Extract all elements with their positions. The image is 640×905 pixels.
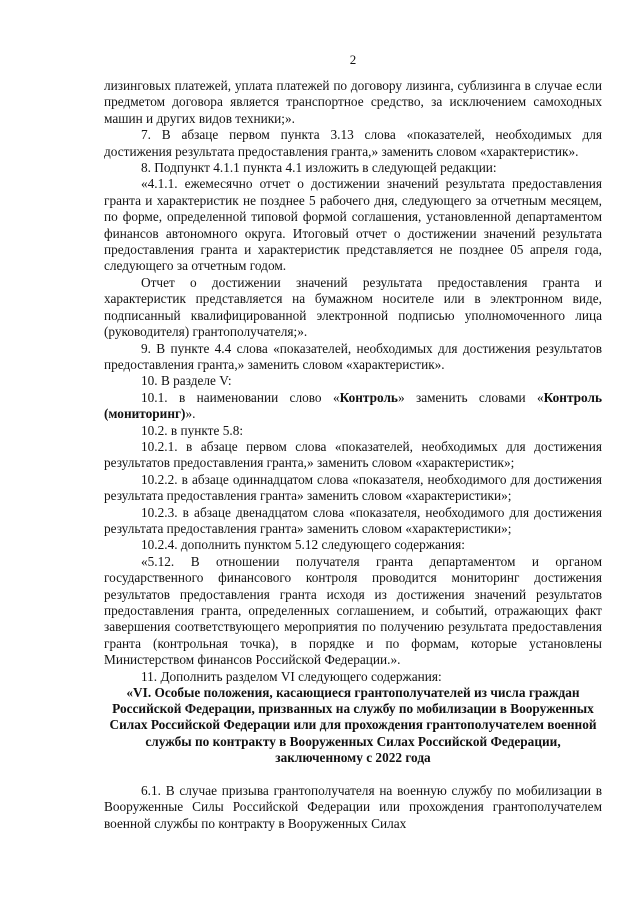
paragraph: 7. В абзаце первом пункта 3.13 слова «показателей, необходимых для достижения результата предоставления гранта,» заменить словом «характеристик». xyxy=(104,127,602,159)
text-run: ». xyxy=(185,406,196,422)
paragraph: лизинговых платежей, уплата платежей по договору лизинга, сублизинга в случае если предметом договора является транспортное средство, за исключением самоходных машин и других видов техники;». xyxy=(104,78,602,126)
page-number: 2 xyxy=(349,52,357,67)
spacer xyxy=(104,766,602,783)
paragraph: 10. В разделе V: xyxy=(141,373,232,389)
paragraph: 11. Дополнить разделом VI следующего содержания: xyxy=(141,668,442,684)
bold-text: Контроль (мониторинг) xyxy=(104,389,602,422)
text-run: » заменить словами « xyxy=(397,389,544,405)
section-heading: «VI. Особые положения, касающиеся грантополучателей из числа граждан Российской Федерации, призванных на службу по мобилизации в Вооруженных Силах Российской Федерации или для прохождения грантополучателем военной службы по контракту в Вооруженных Силах Российской Федерации, заключенному с 2022 года xyxy=(109,685,597,765)
paragraph xyxy=(104,390,602,423)
paragraph: «5.12. В отношении получателя гранта департаментом и органом государственного финансового контроля проводится мониторинг достижения результатов предоставления гранта исходя из достижения значений результатов предоставления гранта, определенных соглашением, и событий, отражающих факт завершения соответствующего мероприятия по получению результата предоставления гранта (контрольная точка), в порядке и по формам, которые установлены Министерством финансов Российской Федерации.». xyxy=(104,553,602,668)
paragraph: Отчет о достижении значений результата предоставления гранта и характеристик представляется на бумажном носителе или в электронном виде, подписанный квалифицированной электронной подписью уполномоченного лица (руководителя) грантополучателя;». xyxy=(104,274,602,340)
paragraph: 10.2.1. в абзаце первом слова «показателей, необходимых для достижения результатов предоставления гранта,» заменить словом «характеристик»; xyxy=(104,438,602,471)
text-run: 10.1. в наименовании слово « xyxy=(141,389,340,405)
paragraph: 6.1. В случае призыва грантополучателя на военную службу по мобилизации в Вооруженные Силы Российской Федерации или прохождения грантополучателем военной службы по контракту в Вооруженных Силах xyxy=(104,783,602,831)
paragraph: 9. В пункте 4.4 слова «показателей, необходимых для достижения результатов предоставления гранта,» заменить словом «характеристик». xyxy=(104,340,602,372)
document-body xyxy=(104,78,602,832)
bold-text: Контроль xyxy=(339,389,398,405)
paragraph: 10.2.3. в абзаце двенадцатом слова «показателя, необходимого для достижения результата предоставления гранта» заменить словом «характеристики»; xyxy=(104,504,602,536)
paragraph: 10.2.2. в абзаце одиннадцатом слова «показателя, необходимого для достижения результата предоставления гранта» заменить словом «характеристики»; xyxy=(104,471,602,504)
paragraph: «4.1.1. ежемесячно отчет о достижении значений результата предоставления гранта и характеристик не позднее 5 рабочего дня, следующего за отчетным месяцем, по форме, определенной типовой формой соглашения, установленной департаментом финансов автономного округа. Итоговый отчет о достижении значений результата предоставления гранта и характеристик представляется не позднее 05 апреля года, следующего за отчетным годом. xyxy=(104,176,602,274)
paragraph: 10.2.4. дополнить пунктом 5.12 следующего содержания: xyxy=(141,537,465,553)
paragraph: 8. Подпункт 4.1.1 пункта 4.1 изложить в следующей редакции: xyxy=(141,160,497,176)
paragraph: 10.2. в пункте 5.8: xyxy=(141,422,244,438)
